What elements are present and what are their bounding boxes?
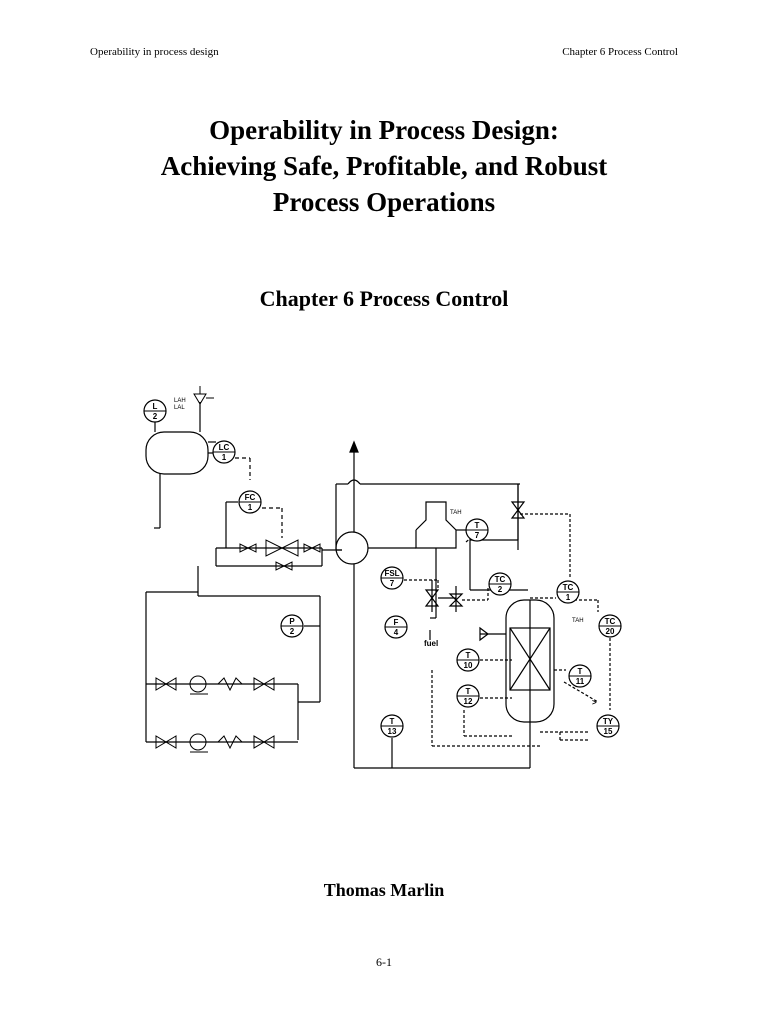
fuel-label: fuel [424,639,439,648]
running-header-right: Chapter 6 Process Control [562,46,678,58]
author-name: Thomas Marlin [323,880,445,900]
instrument-tag: FSL [384,569,400,578]
instrument-tag: LC [218,443,230,452]
alarm-label-tah: TAH [572,618,584,624]
instrument-number: 20 [605,627,615,636]
document-title [0,112,768,220]
instrument-number: 1 [247,503,253,512]
instrument-tag: L [152,402,158,411]
instrument-tag: T [465,651,471,660]
title-line-3: Process Operations [272,187,496,217]
instrument-number: 1 [221,453,227,462]
furnace [416,502,456,548]
instrument-tag: TC [494,575,506,584]
instrument-number: 7 [474,531,480,540]
instrument-tag: TC [604,617,616,626]
instrument-tag: TC [562,583,574,592]
instrument-number: 2 [497,585,503,594]
instrument-number: 1 [565,593,571,602]
alarm-label-lah: LAH [174,398,186,404]
instrument-tag: FC [244,493,256,502]
instrument-number: 7 [389,579,395,588]
running-header-left: Operability in process design [90,46,219,58]
instrument-number: 12 [463,697,473,706]
instrument-tag: T [465,687,471,696]
instrument-number: 13 [387,727,397,736]
instrument-tag: T [389,717,395,726]
process-flow-diagram [120,380,640,780]
instrument-number: 2 [289,627,295,636]
instrument-number: 11 [575,677,585,686]
alarm-label-lal: LAL [174,405,185,411]
instrument-number: 2 [152,412,158,421]
instrument-tag: T [577,667,583,676]
greater-than-label: > [592,698,597,707]
chapter-heading: Chapter 6 Process Control [259,286,509,311]
instrument-number: 10 [463,661,473,670]
instrument-number: 4 [393,628,399,637]
instrument-tag: T [474,521,480,530]
alarm-label-tah: TAH [450,510,462,516]
instrument-tag: P [289,617,295,626]
instrument-tag: TY [602,717,614,726]
instrument-number: 15 [603,727,613,736]
page-number: 6-1 [376,955,392,969]
heat-exchanger [336,532,368,564]
title-line-1: Operability in Process Design: [209,115,559,145]
instrument-tag: F [393,618,399,627]
drum-vessel [146,432,208,474]
title-line-2: Achieving Safe, Profitable, and Robust [160,151,608,181]
